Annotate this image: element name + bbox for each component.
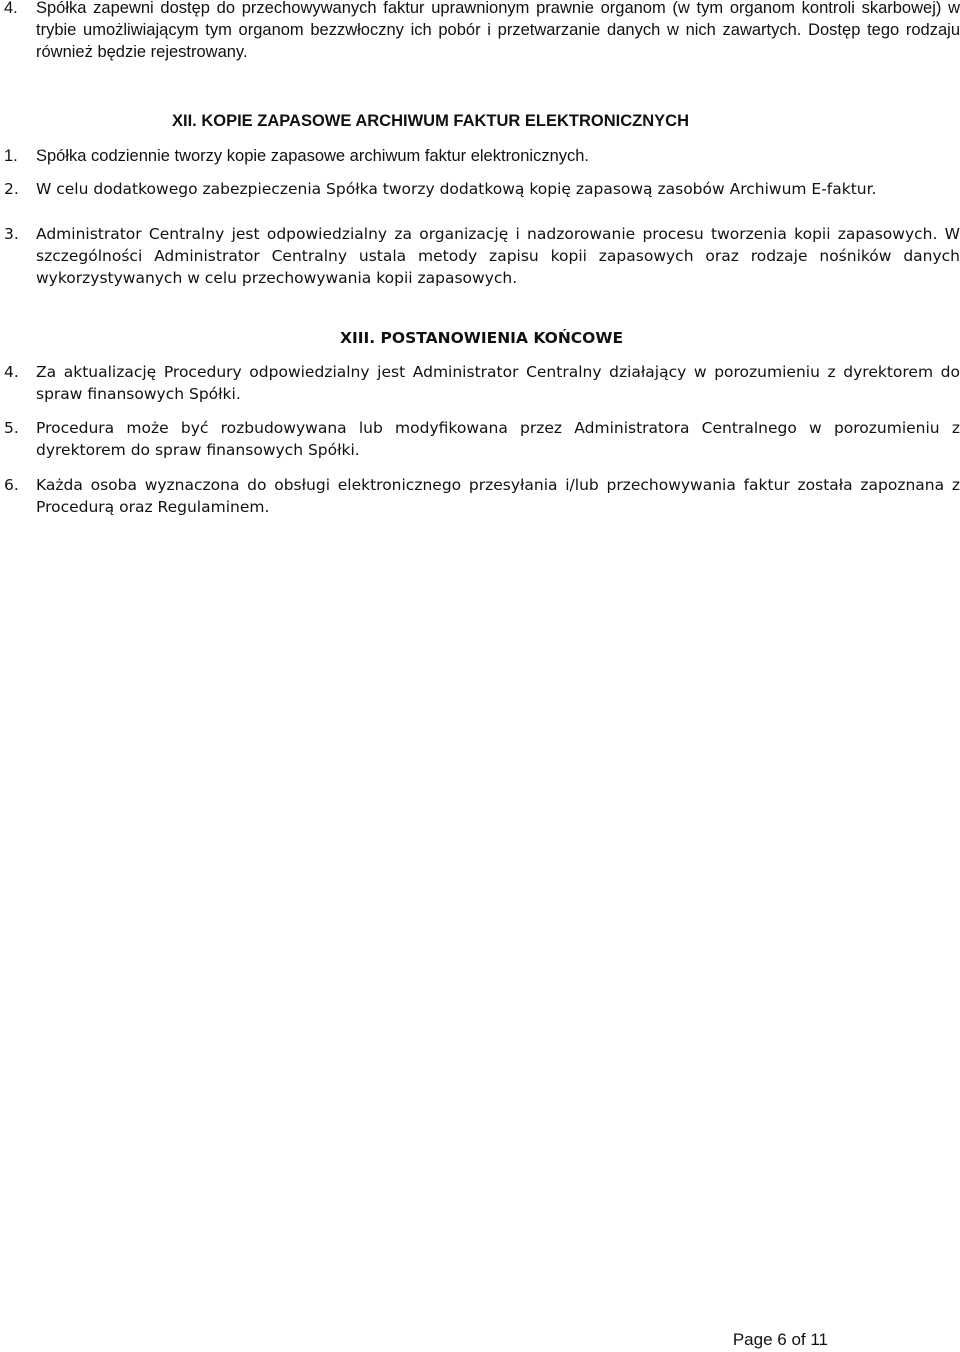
item-number: 2. xyxy=(4,180,19,198)
item-number: 4. xyxy=(4,0,18,17)
item-number: 5. xyxy=(4,419,19,437)
section-heading-xii: XII. KOPIE ZAPASOWE ARCHIWUM FAKTUR ELEKTRONICZNYCH xyxy=(172,112,689,130)
list-item xyxy=(0,145,960,167)
section-heading-xiii: XIII. POSTANOWIENIA KOŃCOWE xyxy=(340,329,624,347)
item-number: 3. xyxy=(4,225,19,243)
item-text: Każda osoba wyznaczona do obsługi elektronicznego przesyłania i/lub przechowywania faktur została zapoznana z Procedurą oraz Regulaminem. xyxy=(36,476,960,516)
item-text: Procedura może być rozbudowywana lub modyfikowana przez Administratora Centralnego w porozumieniu z dyrektorem do spraw finansowych Spółki. xyxy=(36,419,960,459)
item-text: Administrator Centralny jest odpowiedzialny za organizację i nadzorowanie procesu tworzenia kopii zapasowych. W szczególności Administrator Centralny ustala metody zapisu kopii zapasowych oraz rodzaje nośników danych wykorzystywanych w celu przechowywania kopii zapasowych. xyxy=(36,225,960,287)
list-item xyxy=(0,417,960,461)
list-item xyxy=(0,178,960,200)
item-number: 6. xyxy=(4,476,19,494)
item-text: Za aktualizację Procedury odpowiedzialny jest Administrator Centralny działający w porozumieniu z dyrektorem do spraw finansowych Spółki. xyxy=(36,363,960,403)
item-text: W celu dodatkowego zabezpieczenia Spółka tworzy dodatkową kopię zapasową zasobów Archiwum E-faktur. xyxy=(36,180,877,198)
item-text: Spółka zapewni dostęp do przechowywanych faktur uprawnionym prawnie organom (w tym organom kontroli skarbowej) w trybie umożliwiającym tym organom bezzwłoczny ich pobór i przetwarzanie danych w nich zawartych. Dostęp tego rodzaju również będzie rejestrowany. xyxy=(36,0,960,61)
item-number: 1. xyxy=(4,147,18,165)
list-item xyxy=(0,223,960,289)
list-item xyxy=(0,361,960,405)
list-item xyxy=(0,0,960,63)
item-number: 4. xyxy=(4,363,19,381)
item-text: Spółka codziennie tworzy kopie zapasowe archiwum faktur elektronicznych. xyxy=(36,147,590,165)
list-item xyxy=(0,474,960,518)
page-number-footer: Page 6 of 11 xyxy=(732,1330,828,1349)
